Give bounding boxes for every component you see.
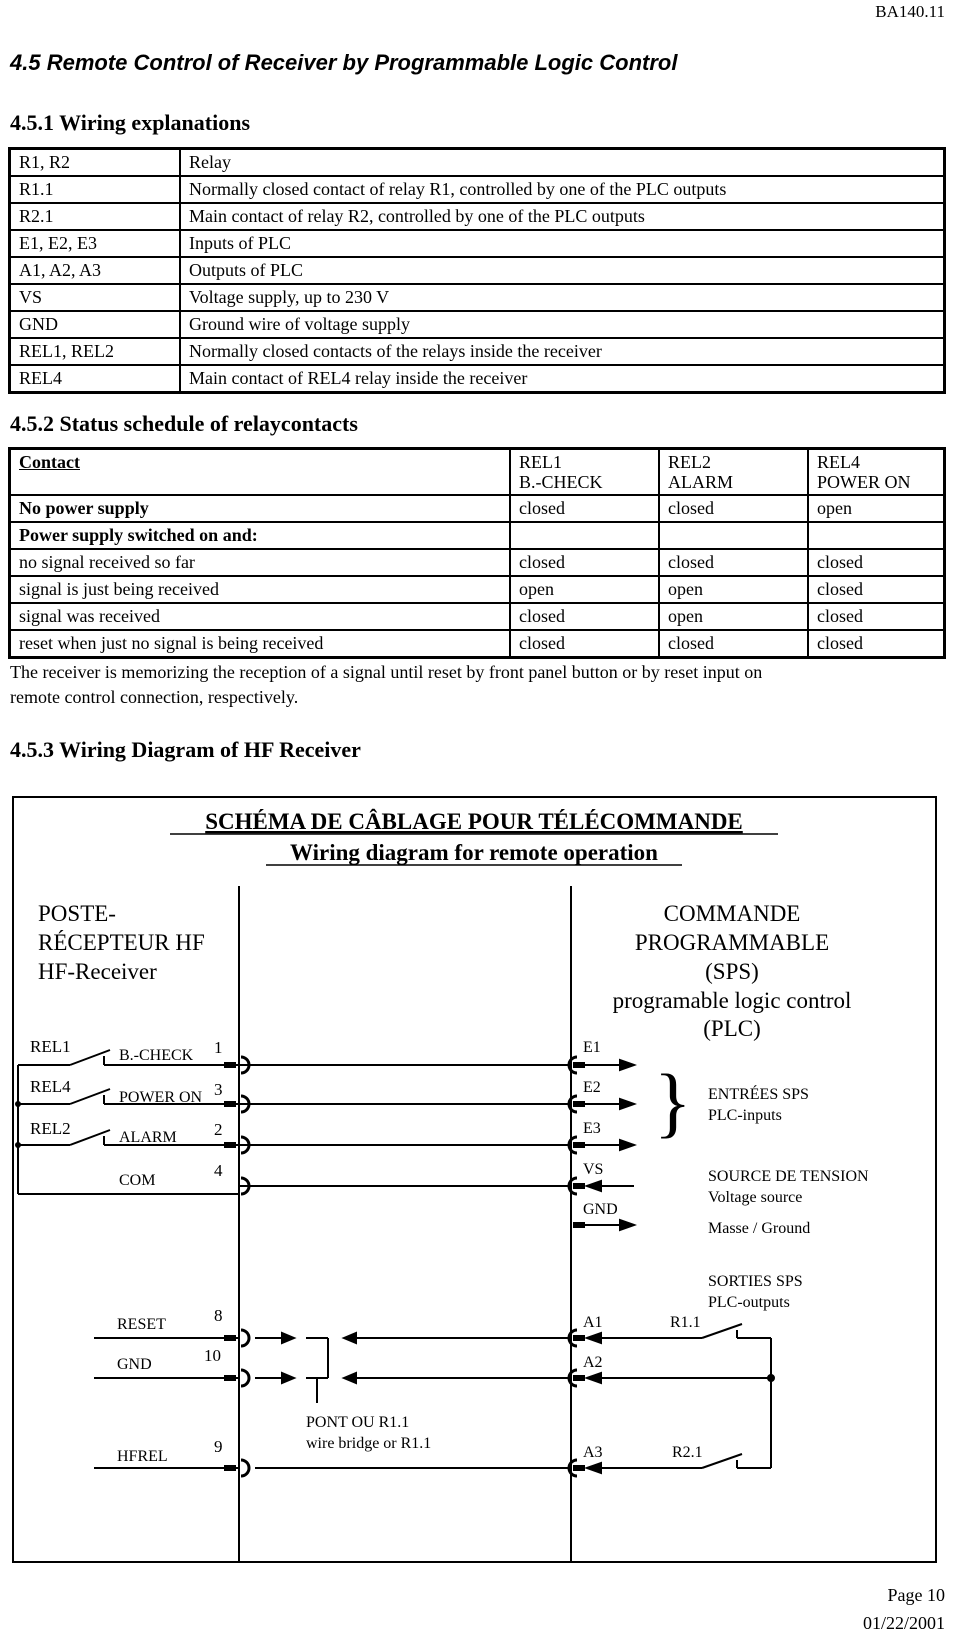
relay-label-rel4: REL4 [30,1077,71,1096]
outputs-label-fr: SORTIES SPS [708,1273,803,1290]
table-cell: reset when just no signal is being received [10,630,511,658]
terminal-hfrel: HFREL [117,1448,168,1465]
table-cell: closed [808,603,945,630]
section-title: 4.5 Remote Control of Receiver by Programmable Logic Control [10,50,678,75]
header-rel4-desc: POWER ON [817,472,911,492]
table-row [10,630,945,658]
table-row [10,230,945,257]
pin-block [224,1101,236,1107]
page-number: Page 10 [887,1585,945,1605]
pin-10: 10 [204,1346,221,1365]
note-line: remote control connection, respectively. [10,687,299,707]
pin-block [573,1062,585,1068]
connector [241,1370,249,1386]
table-cell: open [808,495,945,522]
pin-block [224,1062,236,1068]
inputs-label-en: PLC-inputs [708,1107,782,1124]
plc-label-4: programable logic control [612,988,852,1013]
pin-block [573,1335,585,1341]
table-row [10,311,945,338]
table-cell: closed [510,603,659,630]
terminal-reset: RESET [117,1316,166,1333]
arrow-head [620,1140,634,1150]
arrow-head [620,1060,634,1070]
wiring-diagram [12,796,937,1563]
page-date: 01/22/2001 [862,1613,945,1633]
plc-a2: A2 [583,1354,603,1371]
note-line: The receiver is memorizing the reception of a signal until reset by front panel button or by reset input on [10,662,763,682]
reset-bridge [255,1333,571,1403]
table-row [10,176,945,203]
receiver-connectors [241,1057,249,1476]
header-rel1-name: REL1 [519,452,562,472]
arrow-head [282,1333,294,1343]
table-cell: closed [659,630,808,658]
wiring-explanations-table [8,147,946,394]
table-row [10,495,945,522]
table-cell: closed [510,549,659,576]
table-cell: Normally closed contact of relay R1, controlled by one of the PLC outputs [180,176,945,203]
pin-8: 8 [214,1306,223,1325]
plc-gnd: GND [583,1201,618,1218]
table-cell: closed [808,576,945,603]
table-cell: closed [808,630,945,658]
receiver-label-3: HF-Receiver [38,959,157,984]
plc-label-2: PROGRAMMABLE [634,930,830,955]
plc-e3: E3 [583,1120,601,1137]
table-cell: VS [10,284,181,311]
table-header-row [10,449,945,496]
plc-e2: E2 [583,1079,601,1096]
table-row [10,284,945,311]
table-cell: open [659,603,808,630]
terminal-com: COM [119,1172,156,1189]
table-cell: R1.1 [10,176,181,203]
table-row [10,149,945,177]
relay-label-r21: R2.1 [672,1444,703,1461]
table-row [10,603,945,630]
status-schedule-table [8,447,946,659]
table-cell: GND [10,311,181,338]
table-cell [510,522,659,549]
table-cell: Relay [180,149,945,177]
bridge-label-en: wire bridge or R1.1 [306,1435,432,1452]
connector [241,1460,249,1476]
wiring-diagram-heading: 4.5.3 Wiring Diagram of HF Receiver [10,737,361,762]
plc-a3: A3 [583,1444,603,1461]
plc-label-3: (SPS) [705,959,759,984]
pin-9: 9 [214,1437,223,1456]
outputs-label-en: PLC-outputs [708,1294,790,1311]
terminal-gnd: GND [117,1356,152,1373]
table-cell: Main contact of REL4 relay inside the receiver [180,365,945,393]
inputs-label-fr: ENTRÉES SPS [708,1086,809,1103]
plc-vs: VS [583,1161,604,1178]
table-cell: R2.1 [10,203,181,230]
arrow-head [620,1099,634,1109]
table-cell: closed [659,549,808,576]
source-label-fr: SOURCE DE TENSION [708,1168,869,1185]
wiring-explanations-heading: 4.5.1 Wiring explanations [10,110,251,135]
pin-block [573,1222,585,1228]
table-cell: Ground wire of voltage supply [180,311,945,338]
bridge-label-fr: PONT OU R1.1 [306,1414,410,1431]
relay-label-rel1: REL1 [30,1037,71,1056]
plc-e1: E1 [583,1039,601,1056]
plc-a1: A1 [583,1314,603,1331]
table-cell: closed [510,495,659,522]
vs-arrow [587,1181,634,1191]
junction-dot [768,1375,774,1381]
pin-block [573,1183,585,1189]
table-cell: Main contact of relay R2, controlled by one of the PLC outputs [180,203,945,230]
ground-label: Masse / Ground [708,1220,811,1237]
table-cell: No power supply [10,495,511,522]
pin-block [573,1101,585,1107]
header-rel2-name: REL2 [668,452,711,472]
pin-block [573,1465,585,1471]
table-cell: Normally closed contacts of the relays inside the receiver [180,338,945,365]
memory-note [10,660,910,710]
table-row [10,257,945,284]
status-schedule-heading: 4.5.2 Status schedule of relaycontacts [10,411,358,436]
connector [241,1330,249,1346]
pin-4: 4 [214,1161,223,1180]
pin-2: 2 [214,1120,223,1139]
table-cell: no signal received so far [10,549,511,576]
table-cell: closed [510,630,659,658]
table-cell: closed [659,495,808,522]
pin-3: 3 [214,1080,223,1099]
header-rel1-desc: B.-CHECK [519,472,603,492]
arrow-head [587,1373,601,1383]
header-rel2-desc: ALARM [668,472,734,492]
diagram-title-en: Wiring diagram for remote operation [290,840,658,865]
arrow-head [587,1181,601,1191]
table-cell: R1, R2 [10,149,181,177]
pin-1: 1 [214,1038,223,1057]
plc-label-1: COMMANDE [663,901,801,926]
relay-label-r11: R1.1 [670,1314,701,1331]
table-cell: Inputs of PLC [180,230,945,257]
pin-block [573,1375,585,1381]
table-cell: closed [808,549,945,576]
source-label-en: Voltage source [708,1189,803,1206]
diagram-title-fr: SCHÉMA DE CÂBLAGE POUR TÉLÉCOMMANDE [205,809,743,834]
table-row [10,522,945,549]
pin-block [573,1142,585,1148]
table-row [10,576,945,603]
arrow-head [282,1373,294,1383]
receiver-pins [224,1062,236,1471]
table-cell: A1, A2, A3 [10,257,181,284]
arrow-head [620,1220,634,1230]
arrow-head [587,1463,601,1473]
table-cell: Voltage supply, up to 230 V [180,284,945,311]
table-row [10,365,945,393]
table-cell [659,522,808,549]
inputs-brace: } [654,1058,692,1145]
table-cell: signal was received [10,603,511,630]
table-row [10,203,945,230]
table-cell: signal is just being received [10,576,511,603]
receiver-label-2: RÉCEPTEUR HF [38,930,205,955]
table-cell: E1, E2, E3 [10,230,181,257]
receiver-label-1: POSTE- [38,901,116,926]
table-cell [808,522,945,549]
table-cell: REL4 [10,365,181,393]
terminal-poweron: POWER ON [119,1089,203,1106]
header-rel1 [510,449,659,496]
header-contact: Contact [10,449,511,496]
wiring-diagram-svg [14,798,935,1561]
table-cell: REL1, REL2 [10,338,181,365]
header-rel4 [808,449,945,496]
table-row [10,338,945,365]
arrow-head [587,1333,601,1343]
pin-block [224,1142,236,1148]
table-cell: open [510,576,659,603]
table-cell: open [659,576,808,603]
header-rel4-name: REL4 [817,452,860,472]
relay-label-rel2: REL2 [30,1119,71,1138]
table-cell: Outputs of PLC [180,257,945,284]
table-row [10,549,945,576]
header-rel2 [659,449,808,496]
terminal-bcheck: B.-CHECK [119,1047,194,1064]
terminal-alarm: ALARM [119,1129,177,1146]
plc-label-5: (PLC) [703,1016,761,1041]
document-id: BA140.11 [875,2,945,21]
table-cell: Power supply switched on and: [10,522,511,549]
